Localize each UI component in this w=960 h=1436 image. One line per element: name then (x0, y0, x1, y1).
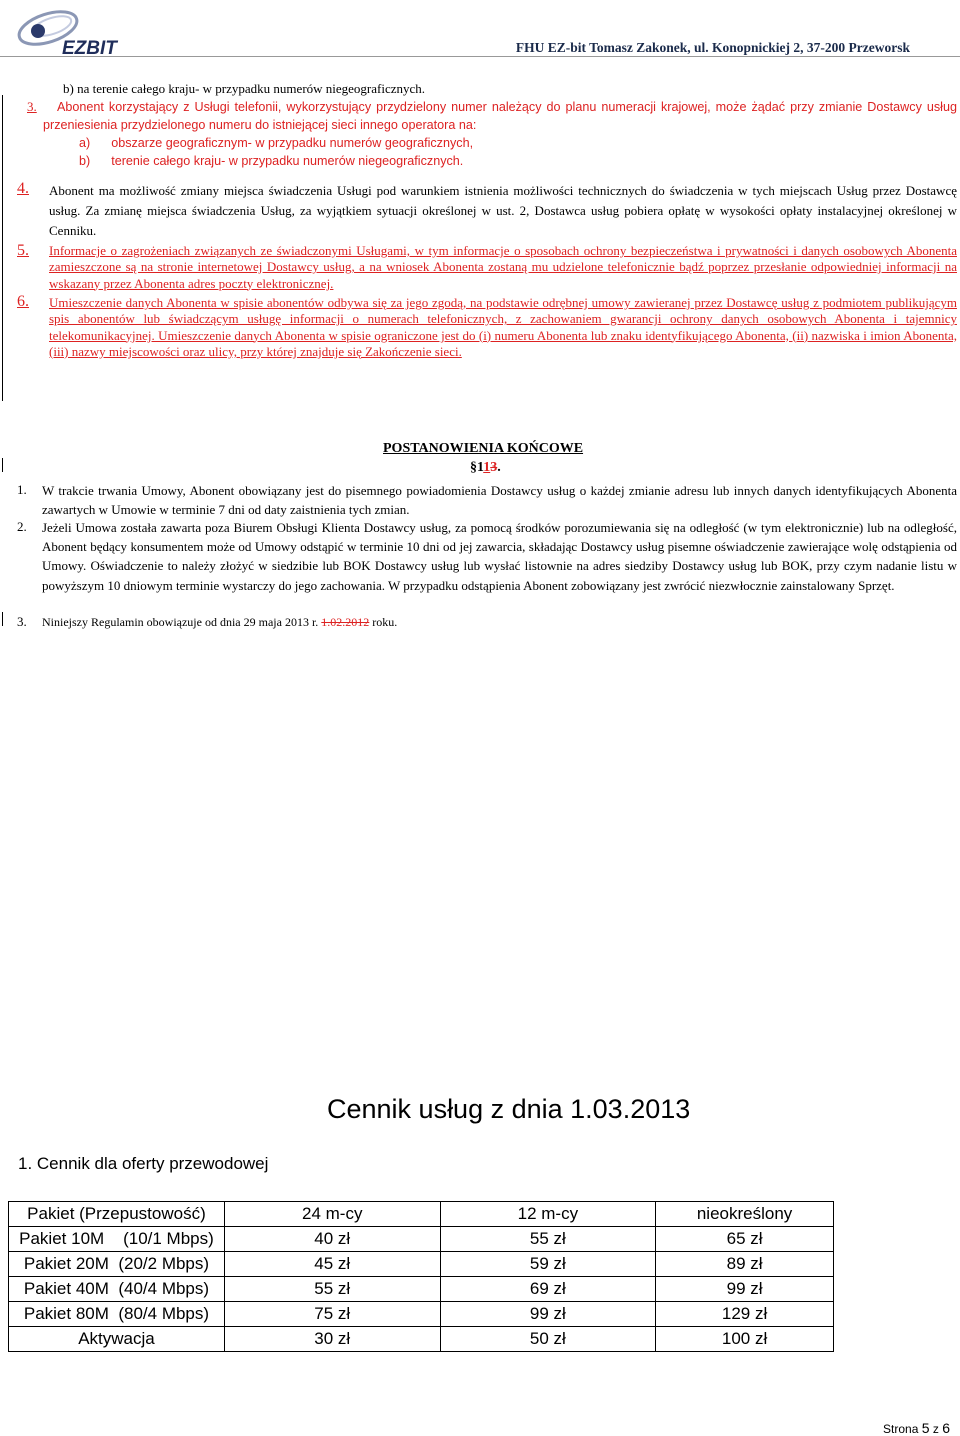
table-header-cell: Pakiet (Przepustowość) (9, 1202, 225, 1227)
table-cell: 55 zł (440, 1227, 656, 1252)
final-p2-number: 2. (17, 519, 27, 534)
ezbit-logo-icon (14, 4, 140, 56)
table-cell: 65 zł (656, 1227, 834, 1252)
table-cell: 30 zł (224, 1327, 440, 1352)
table-cell: Aktywacja (9, 1327, 225, 1352)
table-header-cell: nieokreślony (656, 1202, 834, 1227)
table-row (9, 1277, 834, 1302)
item-3-a: a) obszarze geograficznym- w przypadku numerów geograficznych, (79, 136, 474, 150)
table-row (9, 1302, 834, 1327)
table-cell: 99 zł (656, 1277, 834, 1302)
table-row (9, 1252, 834, 1277)
table-header-cell: 12 m-cy (440, 1202, 656, 1227)
table-header-cell: 24 m-cy (224, 1202, 440, 1227)
table-cell: 59 zł (440, 1252, 656, 1277)
pricing-title: Cennik usług z dnia 1.03.2013 (327, 1094, 691, 1124)
table-cell: Pakiet 40M (40/4 Mbps) (9, 1277, 225, 1302)
item-3-b: b) terenie całego kraju- w przypadku numerów niegeograficznych. (79, 154, 464, 168)
table-cell: Pakiet 20M (20/2 Mbps) (9, 1252, 225, 1277)
final-p3-number: 3. (17, 614, 27, 629)
final-p2-text: Jeżeli Umowa została zawarta poza Biurem Obsługi Klienta Dostawcy usług, za pomocą środków porozumiewania się na odległość (w tym elektronicznie) lub na odległość, Abonent będący konsumentem może od Umowy odstąpić w terminie 10 dni od jej zawarcia, składając Dostawcy usług pisemne oświadczenie zawierające wolę odstąpienia od Umowy. Oświadczenie to należy złożyć w siedzibie lub BOK Dostawcy usług lub wysłać listownie na adres siedziby Dostawcy usług lub BOK, przy czym nadanie listu w powyższym 10 dniowym terminie wystarczy do jego zachowania. W przypadku odstąpienia Abonent zobowiązany jest zwrócić niezwłocznie zainstalowany Sprzęt. (42, 520, 957, 593)
table-cell: 99 zł (440, 1302, 656, 1327)
item-6-number: 6. (17, 293, 29, 310)
company-address: FHU EZ-bit Tomasz Zakonek, ul. Konopnickiej 2, 37-200 Przeworsk (515, 40, 910, 55)
final-p1-number: 1. (17, 482, 27, 497)
table-row (9, 1227, 834, 1252)
section-number: §113. (470, 460, 501, 475)
item-5-number: 5. (17, 242, 29, 259)
item-4-number: 4. (17, 180, 29, 197)
change-bar (2, 95, 3, 401)
pricing-subtitle: 1. Cennik dla oferty przewodowej (18, 1154, 269, 1173)
final-p1-text: W trakcie trwania Umowy, Abonent obowiązany jest do pisemnego powiadomienia Dostawcy usług o każdej zmianie adresu lub innych danych identyfikujących Abonenta zawartych w Umowie w terminie 7 dni od daty zaistnienia tych zmian. (42, 483, 957, 517)
table-cell: 69 zł (440, 1277, 656, 1302)
list-item-b-first: b) na terenie całego kraju- w przypadku numerów niegeograficznych. (63, 81, 426, 96)
header-divider (0, 56, 960, 57)
table-cell: 40 zł (224, 1227, 440, 1252)
table-header-row (9, 1202, 834, 1227)
table-cell: 100 zł (656, 1327, 834, 1352)
logo-text: EZBIT (62, 38, 117, 56)
table-cell: 55 zł (224, 1277, 440, 1302)
item-3-text: Abonent korzystający z Usługi telefonii, wykorzystujący przydzielony numer należący do planu numeracji krajowej, może żądać przy zmianie Dostawcy usług przeniesienia przydzielonego numeru do istniejącej sieci innego operatora na: (43, 100, 957, 132)
item-3-number: 3. (27, 99, 37, 114)
table-cell: Pakiet 80M (80/4 Mbps) (9, 1302, 225, 1327)
table-row (9, 1327, 834, 1352)
table-cell: 45 zł (224, 1252, 440, 1277)
page-number: Strona 5 z 6 (883, 1420, 950, 1436)
table-cell: Pakiet 10M (10/1 Mbps) (9, 1227, 225, 1252)
item-4-text: Abonent ma możliwość zmiany miejsca świadczenia Usługi pod warunkiem istnienia możliwości technicznych do świadczenia w tych miejscach Usług przez Dostawcę usług. Za zmianę miejsca świadczenia Usług, za wyjątkiem sytuacji określonej w ust. 2, Dostawca usług pobiera opłatę w wysokości opłaty instalacyjnej określonej w Cenniku. (49, 183, 957, 238)
change-bar (2, 612, 3, 626)
company-logo (14, 4, 140, 56)
final-p3-text: Niniejszy Regulamin obowiązuje od dnia 29 maja 2013 r. 1.02.2012 roku. (42, 615, 398, 629)
item-6-text: Umieszczenie danych Abonenta w spisie abonentów odbywa się za jego zgodą, na podstawie odrębnej umowy zawieranej przez Dostawcę usług z podmiotem publikującym spis abonentów lub świadczącym usługę informacji o numerach telefonicznych, z zachowaniem gwarancji ochrony danych osobowych Abonenta i tajemnicy telekomunikacyjnej. Umieszczenie danych Abonenta w spisie ograniczone jest do (i) numeru Abonenta lub znaku identyfikującego Abonenta, (ii) nazwiska i imion Abonenta, (iii) nazwy miejscowości oraz ulicy, przy której znajduje się Zakończenie sieci. (49, 295, 957, 359)
table-cell: 129 zł (656, 1302, 834, 1327)
price-table (8, 1201, 834, 1352)
section-title: POSTANOWIENIA KOŃCOWE (383, 441, 584, 456)
table-cell: 89 zł (656, 1252, 834, 1277)
change-bar (2, 458, 3, 472)
table-cell: 75 zł (224, 1302, 440, 1327)
item-5-text: Informacje o zagrożeniach związanych ze świadczonymi Usługami, w tym informacje o sposobach ochrony bezpieczeństwa i prywatności i danych osobowych Abonenta zamieszczone są na stronie internetowej Dostawcy usług, a na wniosek Abonenta zostaną mu udzielone telefonicznie bądź poprzez przesłanie odpowiedniej informacji na wskazany przez Abonenta adres poczty elektronicznej. (49, 243, 957, 291)
table-cell: 50 zł (440, 1327, 656, 1352)
